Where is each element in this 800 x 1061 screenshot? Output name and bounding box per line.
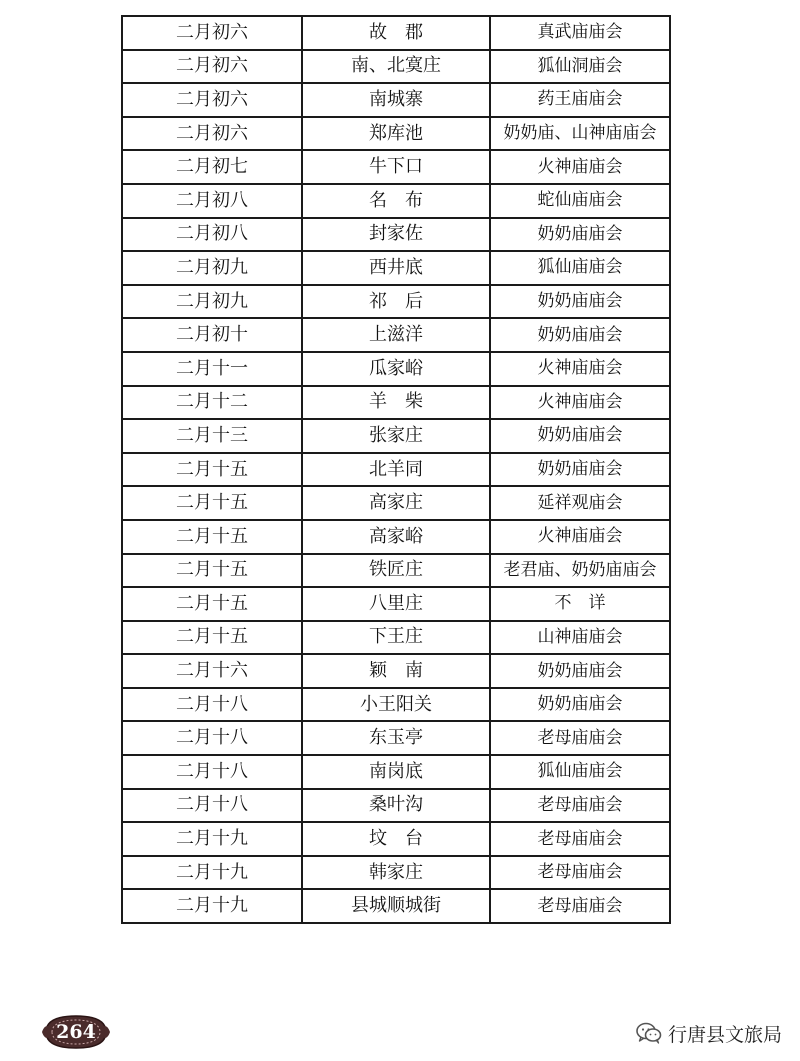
fair-cell: 奶奶庙庙会 xyxy=(490,285,670,319)
watermark xyxy=(636,1018,782,1048)
date-cell: 二月初六 xyxy=(122,83,302,117)
fair-cell: 老君庙、奶奶庙庙会 xyxy=(490,554,670,588)
table-row xyxy=(122,554,670,588)
date-cell: 二月十八 xyxy=(122,721,302,755)
fair-cell: 山神庙庙会 xyxy=(490,621,670,655)
date-cell: 二月初九 xyxy=(122,285,302,319)
village-cell: 下王庄 xyxy=(302,621,490,655)
fair-cell: 火神庙庙会 xyxy=(490,352,670,386)
village-cell: 张家庄 xyxy=(302,419,490,453)
village-cell: 西井底 xyxy=(302,251,490,285)
date-cell: 二月十五 xyxy=(122,453,302,487)
village-cell: 上滋洋 xyxy=(302,318,490,352)
date-cell: 二月十六 xyxy=(122,654,302,688)
table-row xyxy=(122,184,670,218)
table-row xyxy=(122,218,670,252)
table-row xyxy=(122,755,670,789)
table-row xyxy=(122,486,670,520)
village-cell: 县城顺城街 xyxy=(302,889,490,923)
village-cell: 高家峪 xyxy=(302,520,490,554)
date-cell: 二月初七 xyxy=(122,150,302,184)
date-cell: 二月初九 xyxy=(122,251,302,285)
fair-cell: 奶奶庙庙会 xyxy=(490,318,670,352)
village-cell: 小王阳关 xyxy=(302,688,490,722)
page-number: 264 xyxy=(56,1021,96,1043)
fair-cell: 老母庙庙会 xyxy=(490,856,670,890)
table-row xyxy=(122,50,670,84)
fair-cell: 奶奶庙庙会 xyxy=(490,419,670,453)
table-row xyxy=(122,150,670,184)
table-row xyxy=(122,721,670,755)
village-cell: 北羊同 xyxy=(302,453,490,487)
village-cell: 颖 南 xyxy=(302,654,490,688)
date-cell: 二月十五 xyxy=(122,554,302,588)
village-cell: 南岗底 xyxy=(302,755,490,789)
fair-cell: 老母庙庙会 xyxy=(490,721,670,755)
table-row xyxy=(122,654,670,688)
fair-cell: 奶奶庙、山神庙庙会 xyxy=(490,117,670,151)
village-cell: 坟 台 xyxy=(302,822,490,856)
fair-cell: 药王庙庙会 xyxy=(490,83,670,117)
date-cell: 二月十八 xyxy=(122,688,302,722)
fair-cell: 真武庙庙会 xyxy=(490,16,670,50)
village-cell: 南、北寞庄 xyxy=(302,50,490,84)
date-cell: 二月初六 xyxy=(122,50,302,84)
date-cell: 二月初六 xyxy=(122,16,302,50)
table-row xyxy=(122,386,670,420)
date-cell: 二月十九 xyxy=(122,856,302,890)
village-cell: 桑叶沟 xyxy=(302,789,490,823)
village-cell: 名 布 xyxy=(302,184,490,218)
fair-cell: 奶奶庙庙会 xyxy=(490,654,670,688)
table-row xyxy=(122,822,670,856)
date-cell: 二月十八 xyxy=(122,755,302,789)
village-cell: 瓜家峪 xyxy=(302,352,490,386)
table-row xyxy=(122,688,670,722)
table-row xyxy=(122,83,670,117)
date-cell: 二月十五 xyxy=(122,486,302,520)
table-row xyxy=(122,318,670,352)
fair-cell: 狐仙洞庙会 xyxy=(490,50,670,84)
table-row xyxy=(122,285,670,319)
date-cell: 二月十五 xyxy=(122,587,302,621)
village-cell: 东玉亭 xyxy=(302,721,490,755)
table-row xyxy=(122,16,670,50)
watermark-label: 行唐县文旅局 xyxy=(667,1023,782,1046)
fair-cell: 延祥观庙会 xyxy=(490,486,670,520)
page-number-badge xyxy=(40,1013,112,1051)
village-cell: 郑库池 xyxy=(302,117,490,151)
village-cell: 南城寨 xyxy=(302,83,490,117)
table-row xyxy=(122,856,670,890)
date-cell: 二月十九 xyxy=(122,822,302,856)
date-cell: 二月十五 xyxy=(122,520,302,554)
table-row xyxy=(122,889,670,923)
temple-fair-table xyxy=(121,15,671,924)
wechat-icon xyxy=(636,1022,662,1044)
date-cell: 二月初八 xyxy=(122,184,302,218)
village-cell: 祁 后 xyxy=(302,285,490,319)
village-cell: 羊 柴 xyxy=(302,386,490,420)
table-row xyxy=(122,453,670,487)
fair-cell: 狐仙庙庙会 xyxy=(490,251,670,285)
fair-cell: 奶奶庙庙会 xyxy=(490,453,670,487)
fair-cell: 奶奶庙庙会 xyxy=(490,218,670,252)
date-cell: 二月十二 xyxy=(122,386,302,420)
fair-cell: 狐仙庙庙会 xyxy=(490,755,670,789)
table-row xyxy=(122,587,670,621)
table-row xyxy=(122,251,670,285)
fair-cell: 不 详 xyxy=(490,587,670,621)
table-row xyxy=(122,117,670,151)
table-row xyxy=(122,520,670,554)
village-cell: 封家佐 xyxy=(302,218,490,252)
village-cell: 故 郡 xyxy=(302,16,490,50)
table-row xyxy=(122,789,670,823)
fair-cell: 火神庙庙会 xyxy=(490,386,670,420)
fair-cell: 蛇仙庙庙会 xyxy=(490,184,670,218)
date-cell: 二月初八 xyxy=(122,218,302,252)
village-cell: 高家庄 xyxy=(302,486,490,520)
fair-cell: 火神庙庙会 xyxy=(490,520,670,554)
fair-cell: 老母庙庙会 xyxy=(490,789,670,823)
fair-cell: 老母庙庙会 xyxy=(490,889,670,923)
village-cell: 牛下口 xyxy=(302,150,490,184)
date-cell: 二月初十 xyxy=(122,318,302,352)
table-row xyxy=(122,352,670,386)
temple-fair-table-body xyxy=(122,16,670,923)
fair-cell: 老母庙庙会 xyxy=(490,822,670,856)
date-cell: 二月十一 xyxy=(122,352,302,386)
village-cell: 铁匠庄 xyxy=(302,554,490,588)
fair-cell: 火神庙庙会 xyxy=(490,150,670,184)
date-cell: 二月初六 xyxy=(122,117,302,151)
date-cell: 二月十八 xyxy=(122,789,302,823)
village-cell: 八里庄 xyxy=(302,587,490,621)
date-cell: 二月十五 xyxy=(122,621,302,655)
fair-cell: 奶奶庙庙会 xyxy=(490,688,670,722)
table-row xyxy=(122,621,670,655)
village-cell: 韩家庄 xyxy=(302,856,490,890)
date-cell: 二月十三 xyxy=(122,419,302,453)
table-row xyxy=(122,419,670,453)
date-cell: 二月十九 xyxy=(122,889,302,923)
